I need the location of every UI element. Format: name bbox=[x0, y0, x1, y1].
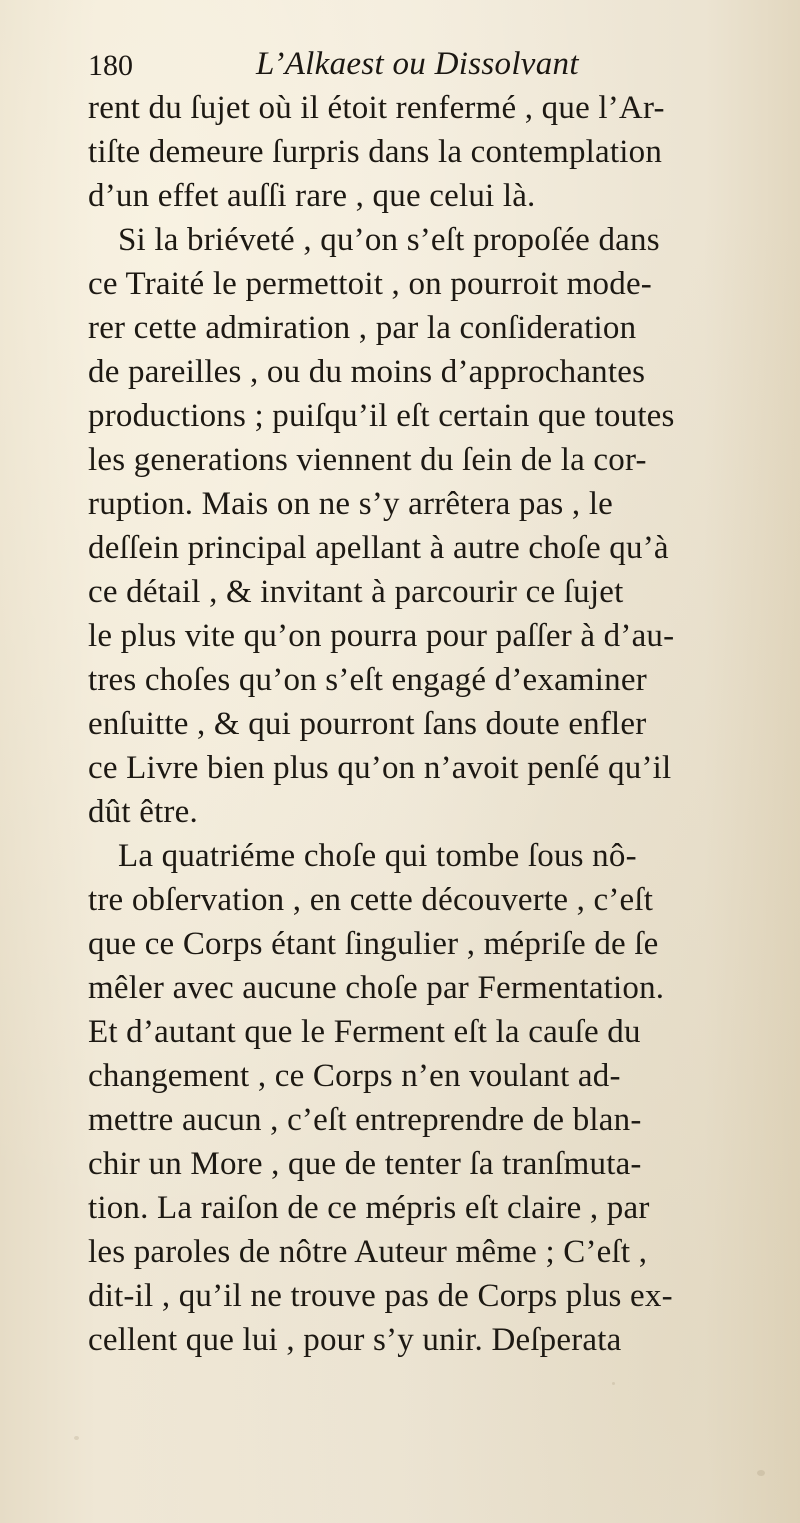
text-line: dût être. bbox=[88, 794, 198, 830]
text-line: rer cette admiration , par la conſideration bbox=[88, 310, 637, 346]
text-line: chir un More , que de tenter ſa tranſmuta- bbox=[88, 1146, 642, 1182]
text-line: La quatriéme choſe qui tombe ſous nô- bbox=[118, 838, 637, 874]
text-line: que ce Corps étant ſingulier , mépriſe de ſe bbox=[88, 926, 659, 962]
text-line: tiſte demeure ſurpris dans la contemplation bbox=[88, 134, 663, 170]
text-line: tion. La raiſon de ce mépris eſt claire , par bbox=[88, 1190, 650, 1226]
text-line: cellent que lui , pour s’y unir. Deſperata bbox=[88, 1322, 622, 1358]
running-title: L’Alkaest ou Dissolvant bbox=[256, 46, 579, 82]
text-line: d’un effet auſſi rare , que celui là. bbox=[88, 178, 536, 214]
text-line: les paroles de nôtre Auteur même ; C’eſt , bbox=[88, 1234, 648, 1270]
text-line: mêler avec aucune choſe par Fermentation. bbox=[88, 970, 665, 1006]
text-line: ce Traité le permettoit , on pourroit mode- bbox=[88, 266, 652, 302]
text-line: ruption. Mais on ne s’y arrêtera pas , le bbox=[88, 486, 614, 522]
text-line: de pareilles , ou du moins d’approchantes bbox=[88, 354, 646, 390]
page-number: 180 bbox=[88, 49, 133, 82]
text-line: Et d’autant que le Ferment eſt la cauſe du bbox=[88, 1014, 641, 1050]
text-line: changement , ce Corps n’en voulant ad- bbox=[88, 1058, 621, 1094]
text-line: le plus vite qu’on pourra pour paſſer à d’au- bbox=[88, 618, 675, 654]
text-line: rent du ſujet où il étoit renfermé , que l’Ar- bbox=[88, 90, 665, 126]
text-line: mettre aucun , c’eſt entreprendre de blan- bbox=[88, 1102, 642, 1138]
text-line: enſuitte , & qui pourront ſans doute enfler bbox=[88, 706, 647, 742]
text-line: productions ; puiſqu’il eſt certain que toutes bbox=[88, 398, 675, 434]
text-line: tres choſes qu’on s’eſt engagé d’examiner bbox=[88, 662, 647, 698]
text-line: Si la briéveté , qu’on s’eſt propoſée dans bbox=[118, 222, 660, 258]
text-line: les generations viennent du ſein de la cor- bbox=[88, 442, 647, 478]
paper-speck bbox=[612, 1382, 615, 1385]
text-line: ce détail , & invitant à parcourir ce ſujet bbox=[88, 574, 624, 610]
page-header bbox=[88, 42, 728, 90]
text-line: ce Livre bien plus qu’on n’avoit penſé qu’il bbox=[88, 750, 672, 786]
text-line: dit-il , qu’il ne trouve pas de Corps plus ex- bbox=[88, 1278, 673, 1314]
text-line: tre obſervation , en cette découverte , c’eſt bbox=[88, 882, 654, 918]
paper-speck bbox=[757, 1470, 765, 1476]
paper-speck bbox=[74, 1436, 79, 1440]
text-line: deſſein principal apellant à autre choſe qu’à bbox=[88, 530, 669, 566]
